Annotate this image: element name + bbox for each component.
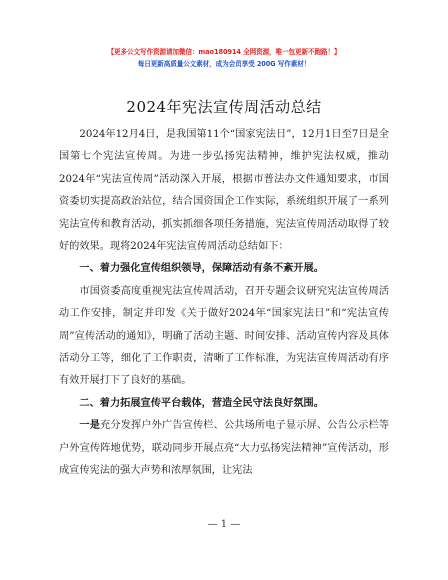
section-paragraph-1: 市国资委高度重视宪法宣传周活动，召开专题会议研究宪法宣传周活动工作安排，制定并印发《关于做好2024年“国家宪法日”和“宪法宣传周”宣传活动的通知》，明确了活动主题、时间安排、活动宣传内容及具体活动分工等，细化了工作职责，清晰了工作标准，为宪法宣传周活动有序有效开展打下了良好的基础。 bbox=[59, 285, 389, 387]
section-heading-1: 一、着力强化宣传组织领导，保障活动有条不紊开展。 bbox=[79, 263, 324, 275]
document-body bbox=[59, 124, 389, 483]
promo-banner-line2: 每日更新高质量公文素材，成为会员享受 200G 写作素材！ bbox=[137, 60, 311, 68]
section-heading-2: 二、着力拓展宣传平台载体，营造全民守法良好氛围。 bbox=[79, 397, 324, 409]
intro-paragraph: 2024年12月4日，是我国第11个“国家宪法日”，12月1日至7日是全国第七个宪法宣传周。为进一步弘扬宪法精神，维护宪法权威，推动2024年“宪法宣传周”活动深入开展，根据市普法办文件通知要求，市国资委切实提高政治站位，结合国资国企工作实际，系统组织开展了一系列宪法宣传和教育活动，抓实抓细各项任务措施，宪法宣传周活动取得了较好的效果。现将2024年宪法宣传周活动总结如下： bbox=[59, 129, 389, 253]
section-paragraph-2 bbox=[59, 415, 389, 482]
paragraph-lead: 一是 bbox=[79, 420, 101, 432]
document-title: 2024年宪法宣传周活动总结 bbox=[126, 98, 322, 116]
promo-banner-line1: 【更多公文写作资源请加微信：mao180914 全网资源，唯一包更新不跑路！】 bbox=[107, 48, 341, 56]
page-number: — 1 — bbox=[207, 519, 241, 530]
paragraph-text: 充分发挥户外广告宣传栏、公共场所电子显示屏、公告公示栏等户外宣传阵地优势，联动同步开展点亮“大力弘扬宪法精神”宣传活动，形成宣传宪法的强大声势和浓厚氛围，让宪法 bbox=[59, 420, 390, 477]
